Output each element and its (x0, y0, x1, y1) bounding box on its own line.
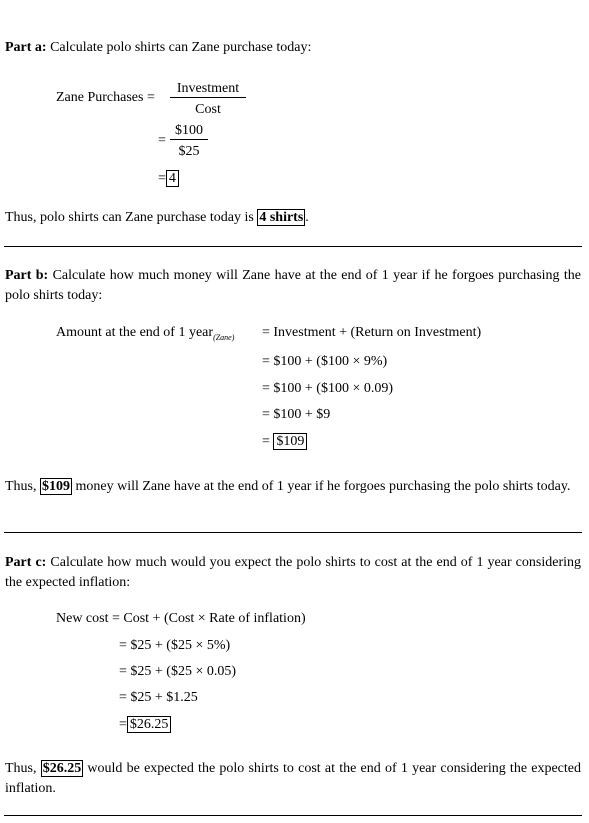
part-a-conclusion-pre: Thus, polo shirts can Zane purchase today is (5, 210, 258, 225)
part-a-eq-3: = (158, 171, 166, 186)
part-a-heading (5, 40, 311, 56)
part-c-rhs-4: = $25 + $1.25 (119, 690, 198, 705)
part-b-eq: = (262, 434, 270, 449)
part-b-lhs: Amount at the end of 1 year (56, 325, 214, 340)
part-b-conclusion (5, 477, 581, 497)
part-a-conclusion-post: . (305, 210, 309, 225)
part-b-lhs-sub: (Zane) (213, 333, 235, 342)
part-b-rhs-1: = Investment + (Return on Investment) (262, 325, 482, 340)
part-c-eq: = (119, 717, 127, 732)
part-c-answer: $26.25 (42, 761, 82, 776)
part-b-conclusion-post: money will Zane have at the end of 1 year if he forgoes purchasing the polo shirts today. (72, 479, 571, 494)
part-b-rhs-3: = $100 + ($100 × 0.09) (262, 381, 394, 396)
part-a-denominator-1: Cost (195, 102, 221, 117)
part-a-denominator-2: $25 (178, 144, 200, 159)
part-c-result-line (119, 717, 171, 733)
part-a-result-line (158, 171, 179, 187)
part-b-title: Part b: (5, 268, 49, 283)
part-b-intro: Calculate how much money will Zane have at the end of 1 year if he forgoes purchasing the polo shirts today: (5, 268, 581, 303)
part-a-fraction-1 (170, 80, 246, 118)
part-a-title: Part a: (5, 40, 47, 55)
part-c-rhs-1: New cost = Cost + (Cost × Rate of inflation) (56, 611, 306, 626)
part-b-conclusion-pre: Thus, (5, 479, 40, 494)
part-c-heading (5, 553, 581, 593)
part-a-result: 4 (166, 170, 179, 187)
part-b-answer: $109 (42, 479, 70, 494)
part-c-intro: Calculate how much would you expect the polo shirts to cost at the end of 1 year considering the expected inflation: (5, 555, 582, 590)
part-c-result: $26.25 (127, 716, 172, 733)
part-a-answer: 4 shirts (259, 210, 304, 225)
part-a-conclusion (5, 210, 309, 226)
divider-2 (4, 532, 582, 533)
part-c-rhs-2: = $25 + ($25 × 5%) (119, 638, 231, 653)
part-a-numerator-2: $100 (170, 122, 208, 140)
part-b-rhs-4: = $100 + $9 (262, 407, 331, 422)
part-a-eq-2: = (158, 133, 166, 148)
part-b-result-line (262, 434, 307, 450)
part-b-heading (5, 266, 581, 306)
part-a-fraction-2 (170, 122, 208, 160)
part-b-lhs-line (56, 325, 234, 342)
part-c-conclusion-post: would be expected the polo shirts to cost at the end of 1 year considering the expected inflation. (5, 761, 581, 796)
part-b-rhs-2: = $100 + ($100 × 9%) (262, 354, 388, 369)
divider-3 (4, 815, 582, 816)
part-c-rhs-3: = $25 + ($25 × 0.05) (119, 664, 237, 679)
part-c-conclusion (5, 759, 581, 799)
part-a-lhs: Zane Purchases = (56, 90, 155, 105)
divider-1 (4, 246, 582, 247)
part-a-numerator-1: Investment (170, 80, 246, 98)
part-b-result: $109 (273, 433, 307, 450)
part-c-conclusion-pre: Thus, (5, 761, 41, 776)
part-a-intro: Calculate polo shirts can Zane purchase today: (50, 40, 312, 55)
part-c-title: Part c: (5, 555, 47, 570)
